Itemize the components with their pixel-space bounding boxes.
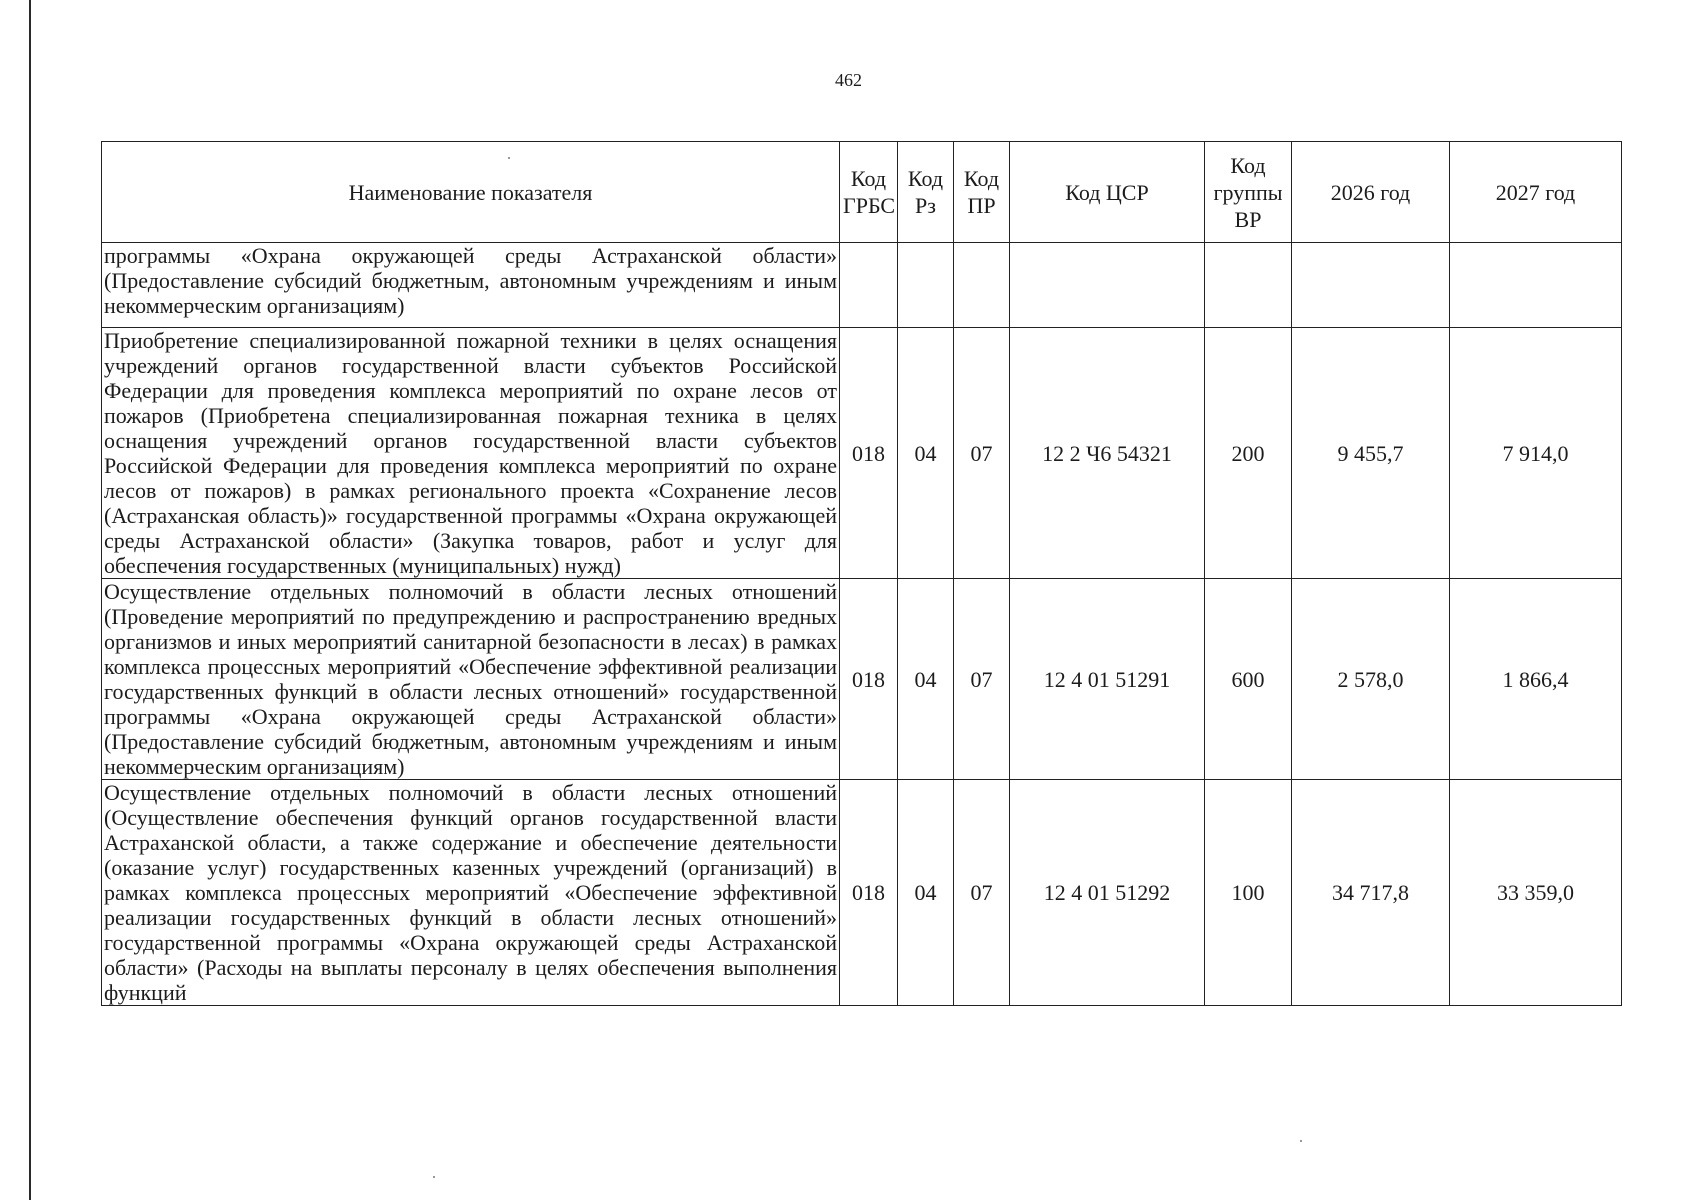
cell-csr: 12 4 01 51291 bbox=[1010, 579, 1205, 780]
cell-vr bbox=[1205, 243, 1292, 328]
header-2027: 2027 год bbox=[1450, 142, 1622, 243]
header-csr: Код ЦСР bbox=[1010, 142, 1205, 243]
row-name: Осуществление отдельных полномочий в области лесных отношений (Осуществление обеспечения функций органов государственной власти Астраханской области, а также содержание и обеспечение деятельности (оказание услуг) государственных казенных учреждений (организаций) в рамках комплекса процессных мероприятий «Обеспечение эффективной реализации государственных функций в области лесных отношений» государственной программы «Охрана окружающей среды Астраханской области» (Расходы на выплаты персоналу в целях обеспечения выполнения функций bbox=[102, 780, 840, 1006]
cell-2027: 1 866,4 bbox=[1450, 579, 1622, 780]
header-rz: Код Рз bbox=[898, 142, 954, 243]
scan-speck bbox=[508, 157, 510, 159]
header-2026: 2026 год bbox=[1292, 142, 1450, 243]
budget-table bbox=[101, 141, 1622, 1006]
row-name: Осуществление отдельных полномочий в области лесных отношений (Проведение мероприятий по предупреждению и распространению вредных организмов и иных мероприятий санитарной безопасности в лесах) в рамках комплекса процессных мероприятий «Обеспечение эффективной реализации государственных функций в области лесных отношений» государственной программы «Охрана окружающей среды Астраханской области» (Предоставление субсидий бюджетным, автономным учреждениям и иным некоммерческим организациям) bbox=[102, 579, 840, 780]
cell-2027: 33 359,0 bbox=[1450, 780, 1622, 1006]
cell-grbs: 018 bbox=[840, 579, 898, 780]
cell-2026 bbox=[1292, 243, 1450, 328]
cell-2027: 7 914,0 bbox=[1450, 328, 1622, 579]
cell-csr bbox=[1010, 243, 1205, 328]
cell-csr: 12 2 Ч6 54321 bbox=[1010, 328, 1205, 579]
page-edge-rule bbox=[29, 0, 31, 1200]
cell-rz: 04 bbox=[898, 780, 954, 1006]
cell-pr: 07 bbox=[954, 328, 1010, 579]
cell-grbs bbox=[840, 243, 898, 328]
cell-2026: 9 455,7 bbox=[1292, 328, 1450, 579]
cell-vr: 100 bbox=[1205, 780, 1292, 1006]
scan-speck bbox=[433, 1176, 435, 1178]
cell-grbs: 018 bbox=[840, 328, 898, 579]
header-pr: Код ПР bbox=[954, 142, 1010, 243]
table-row bbox=[102, 328, 1622, 579]
cell-csr: 12 4 01 51292 bbox=[1010, 780, 1205, 1006]
cell-rz: 04 bbox=[898, 328, 954, 579]
cell-2026: 2 578,0 bbox=[1292, 579, 1450, 780]
cell-2026: 34 717,8 bbox=[1292, 780, 1450, 1006]
table-header-row bbox=[102, 142, 1622, 243]
table-row bbox=[102, 780, 1622, 1006]
table-row bbox=[102, 579, 1622, 780]
row-name: Приобретение специализированной пожарной техники в целях оснащения учреждений органов государственной власти субъектов Российской Федерации для проведения комплекса мероприятий по охране лесов от пожаров (Приобретена специализированная пожарная техника в целях оснащения учреждений органов государственной власти субъектов Российской Федерации для проведения комплекса мероприятий по охране лесов от пожаров) в рамках регионального проекта «Сохранение лесов (Астраханская область)» государственной программы «Охрана окружающей среды Астраханской области» (Закупка товаров, работ и услуг для обеспечения государственных (муниципальных) нужд) bbox=[102, 328, 840, 579]
cell-rz: 04 bbox=[898, 579, 954, 780]
scan-speck bbox=[1300, 1140, 1302, 1142]
header-name: Наименование показателя bbox=[102, 142, 840, 243]
cell-vr: 200 bbox=[1205, 328, 1292, 579]
cell-rz bbox=[898, 243, 954, 328]
header-vr: Код группы ВР bbox=[1205, 142, 1292, 243]
cell-pr bbox=[954, 243, 1010, 328]
row-name: программы «Охрана окружающей среды Астраханской области» (Предоставление субсидий бюджетным, автономным учреждениям и иным некоммерческим организациям) bbox=[102, 243, 840, 328]
cell-vr: 600 bbox=[1205, 579, 1292, 780]
cell-2027 bbox=[1450, 243, 1622, 328]
cell-pr: 07 bbox=[954, 579, 1010, 780]
cell-grbs: 018 bbox=[840, 780, 898, 1006]
page-number: 462 bbox=[835, 70, 862, 90]
header-grbs: Код ГРБС bbox=[840, 142, 898, 243]
table-row bbox=[102, 243, 1622, 328]
cell-pr: 07 bbox=[954, 780, 1010, 1006]
